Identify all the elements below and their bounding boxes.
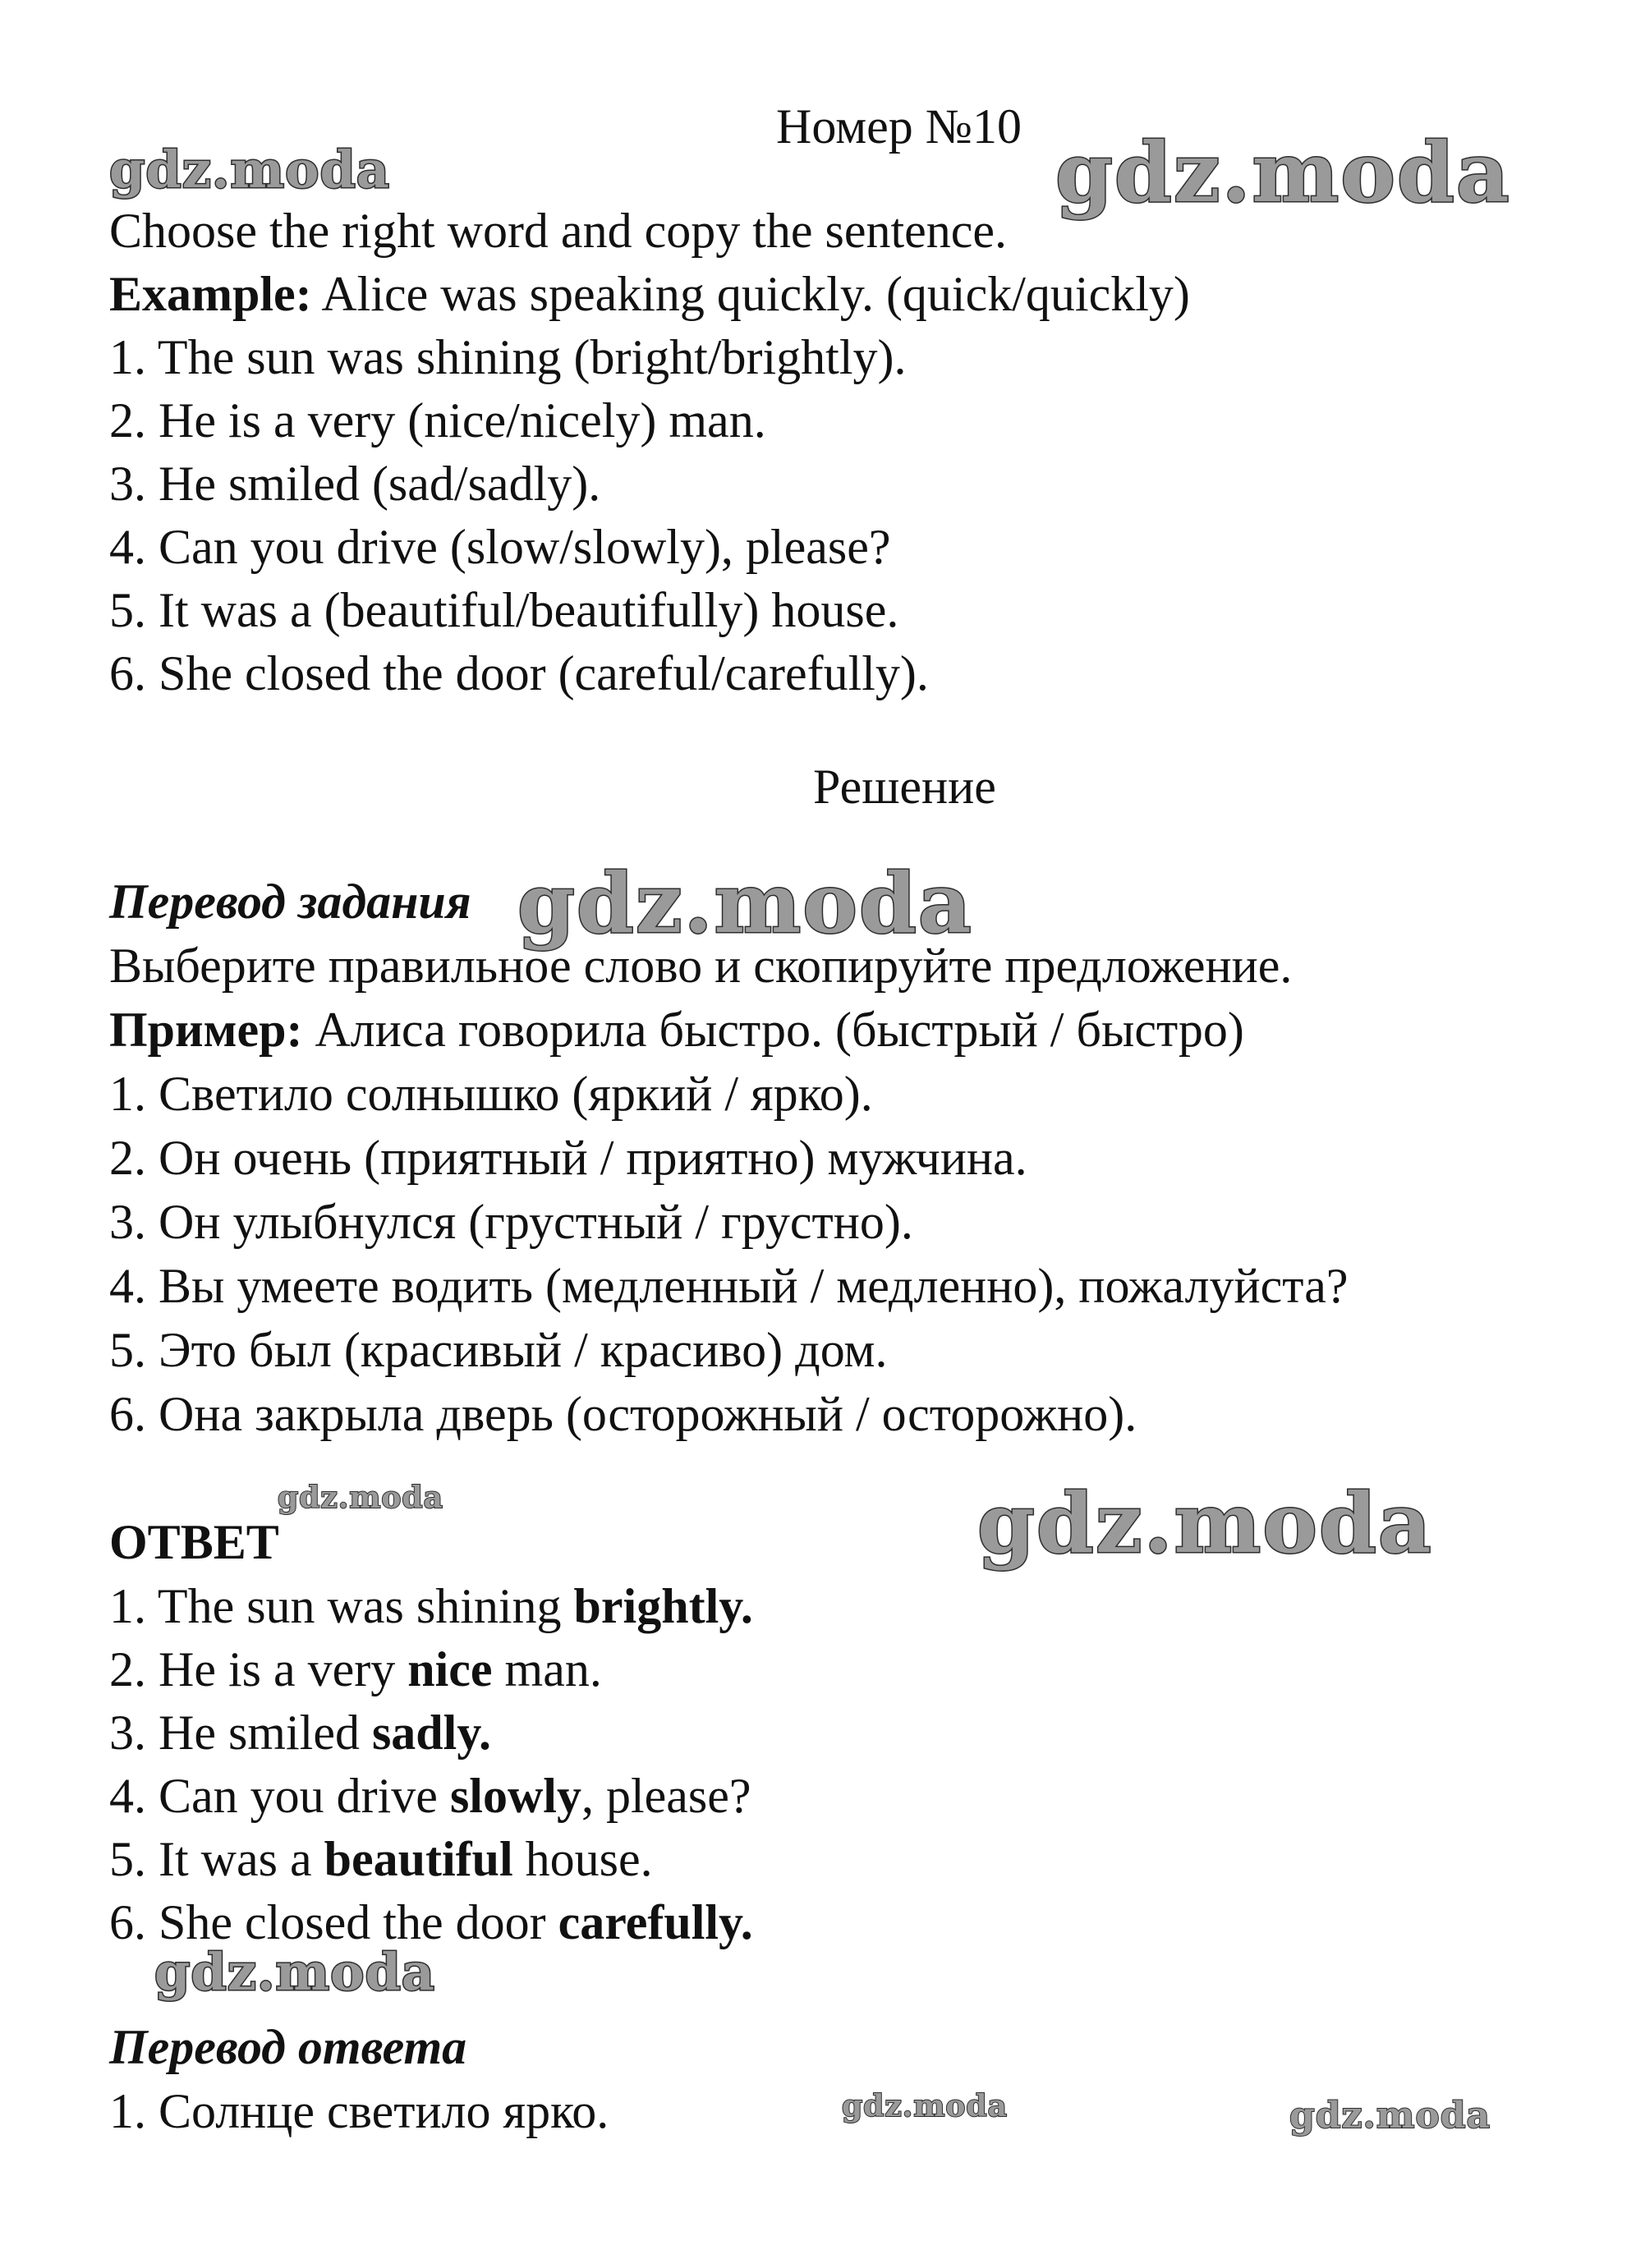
watermark: gdz.moda bbox=[842, 2089, 1008, 2123]
answer-heading: ОТВЕТ bbox=[109, 1515, 279, 1569]
translation-example-label: Пример: bbox=[109, 1003, 303, 1057]
solution-heading: Решение bbox=[813, 760, 996, 814]
translation-task-item: 6. Она закрыла дверь (осторожный / осторожно). bbox=[109, 1387, 1137, 1441]
answer-text: house. bbox=[512, 1832, 653, 1886]
task-instruction: Choose the right word and copy the sentence. bbox=[109, 204, 1008, 258]
watermark: gdz.moda bbox=[154, 1942, 435, 2002]
answer-text: 1. The sun was shining bbox=[109, 1579, 574, 1633]
page-title: Номер №10 bbox=[776, 99, 1022, 154]
translation-task-item: 5. Это был (красивый / красиво) дом. bbox=[109, 1323, 888, 1377]
task-item: 1. The sun was shining (bright/brightly). bbox=[109, 330, 907, 384]
answer-word: carefully. bbox=[558, 1895, 753, 1949]
translation-task-item: 4. Вы умеете водить (медленный / медленно), пожалуйста? bbox=[109, 1259, 1349, 1313]
translation-answer-heading: Перевод ответа bbox=[109, 2020, 467, 2074]
translation-task-instruction: Выберите правильное слово и скопируйте предложение. bbox=[109, 939, 1293, 993]
answer-item bbox=[109, 1640, 602, 1699]
watermark: gdz.moda bbox=[977, 1475, 1433, 1572]
answer-item bbox=[109, 1830, 653, 1889]
watermark: gdz.moda bbox=[278, 1481, 443, 1515]
task-example-text: Alice was speaking quickly. (quick/quickly) bbox=[311, 267, 1190, 321]
translation-answer-item: 1. Солнце светило ярко. bbox=[109, 2084, 609, 2138]
answer-word: nice bbox=[407, 1642, 493, 1696]
answer-word: beautiful bbox=[324, 1832, 513, 1886]
task-item: 2. He is a very (nice/nicely) man. bbox=[109, 393, 766, 448]
translation-task-heading: Перевод задания bbox=[109, 875, 471, 929]
answer-text: , please? bbox=[581, 1769, 751, 1823]
watermark: gdz.moda bbox=[1055, 124, 1511, 221]
translation-example-text: Алиса говорила быстро. (быстрый / быстро) bbox=[302, 1003, 1244, 1057]
answer-text: 2. He is a very bbox=[109, 1642, 408, 1696]
task-item: 6. She closed the door (careful/carefully). bbox=[109, 646, 929, 700]
task-example bbox=[109, 264, 1190, 324]
answer-text: man. bbox=[492, 1642, 602, 1696]
watermark: gdz.moda bbox=[1289, 2095, 1491, 2137]
answer-text: 3. He smiled bbox=[109, 1706, 372, 1760]
watermark: gdz.moda bbox=[109, 140, 390, 200]
answer-text: 5. It was a bbox=[109, 1832, 324, 1886]
watermark: gdz.moda bbox=[517, 855, 973, 952]
task-item: 5. It was a (beautiful/beautifully) house. bbox=[109, 583, 899, 637]
answer-word: brightly. bbox=[573, 1579, 753, 1633]
answer-item bbox=[109, 1766, 751, 1825]
answer-item bbox=[109, 1577, 753, 1636]
answer-word: slowly bbox=[449, 1769, 581, 1823]
answer-item bbox=[109, 1703, 491, 1762]
translation-task-item: 1. Светило солнышко (яркий / ярко). bbox=[109, 1067, 873, 1121]
task-item: 3. He smiled (sad/sadly). bbox=[109, 457, 601, 511]
translation-task-item: 3. Он улыбнулся (грустный / грустно). bbox=[109, 1195, 913, 1249]
answer-word: sadly. bbox=[371, 1706, 492, 1760]
task-item: 4. Can you drive (slow/slowly), please? bbox=[109, 520, 891, 574]
task-example-label: Example: bbox=[109, 267, 312, 321]
answer-text: 4. Can you drive bbox=[109, 1769, 450, 1823]
translation-task-example bbox=[109, 1000, 1244, 1059]
translation-task-item: 2. Он очень (приятный / приятно) мужчина. bbox=[109, 1131, 1027, 1185]
answer-text: 6. She closed the door bbox=[109, 1895, 558, 1949]
